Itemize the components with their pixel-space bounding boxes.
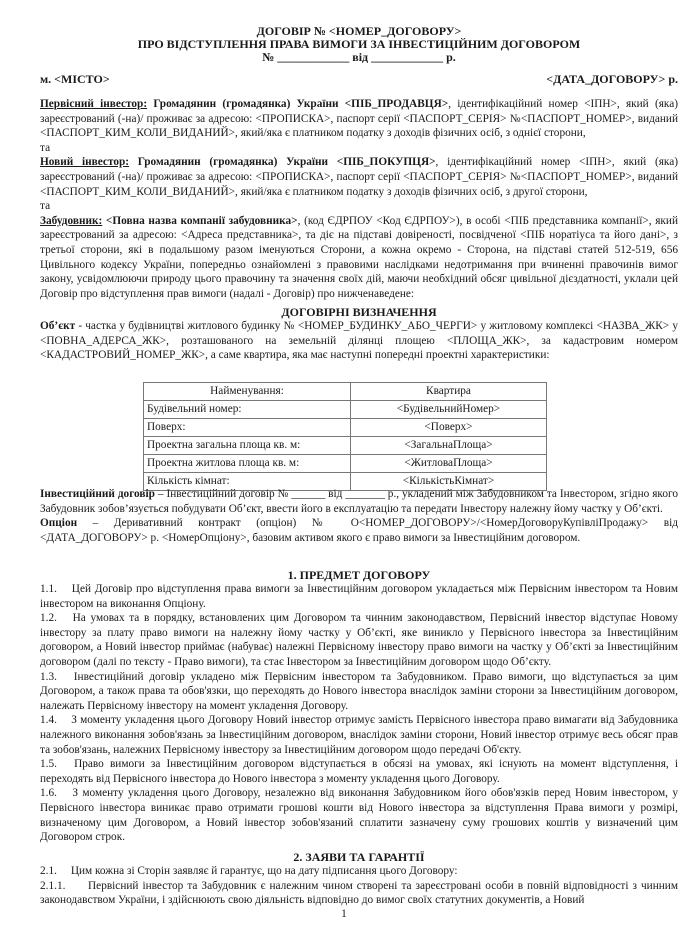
definition-investment-contract: [40, 487, 678, 545]
clause-number: 1.1.: [40, 583, 57, 595]
clause-text: Цим кожна зі Сторін заявляє й гарантує, що на дату підписання цього Договору:: [70, 865, 458, 877]
table-cell-value: <БудівельнийНомер>: [351, 401, 547, 419]
term-investment-contract: Інвестиційний договір: [40, 488, 155, 500]
clause-text: Первісний інвестор та Забудовник є належним чином створені та зареєстровані особи в повній відповідності з чинним законодавством України, і здійснюють свою діяльність відповідно до вимог своїх статутних документів, а Новий: [40, 879, 678, 907]
clause-number: 2.1.: [40, 865, 57, 877]
party-developer: [40, 214, 678, 302]
table-cell-label: Проектна житлова площа кв. м:: [144, 455, 351, 473]
option-definition: [40, 516, 678, 545]
clause-1-6: [40, 786, 678, 844]
document-title: [40, 25, 678, 64]
clause-text: Цей Договір про відступлення права вимоги за Інвестиційним договором укладається між Первісним інвестором та Новим інвестором на виконання Опціону.: [40, 583, 679, 610]
clause-2-1-1: [40, 879, 678, 908]
party-name: <Повна назва компанії забудовника>: [102, 214, 298, 227]
definitions-heading: ДОГОВІРНІ ВИЗНАЧЕННЯ: [281, 305, 437, 319]
city-date-row: [40, 72, 678, 87]
section-2-heading: 2. ЗАЯВИ ТА ГАРАНТІЇ: [293, 850, 425, 864]
party-details: , ідентифікаційний номер <ІПН>, який (яка) зареєстрований (-на)/ проживає за адресою: <ПРОПИСКА>, паспорт серії <ПАСПОРТ_СЕРІЯ> №<ПАСПОРТ_НОМЕР>, виданий <ПАСПОРТ_КИМ_КОЛИ_ВИДАНИЙ>, який/яка є платником податку з доходів фізичних осіб, з другої сторони,: [40, 156, 679, 198]
table-cell-value: <ЖитловаПлоща>: [351, 455, 547, 473]
city: м. <МІСТО>: [40, 72, 110, 86]
clause-number: 1.3.: [40, 670, 57, 683]
clause-number: 1.5.: [40, 758, 57, 771]
table-header-row: [144, 383, 547, 401]
section-1-clauses: [40, 582, 678, 845]
party-first-investor: [40, 97, 678, 141]
table-cell-value: <ЗагальнаПлоща>: [351, 437, 547, 455]
title-line-1: ДОГОВІР № <НОМЕР_ДОГОВОРУ>: [256, 24, 462, 38]
definition-object: [40, 319, 678, 363]
party-label: Первісний інвестор:: [40, 98, 148, 110]
party-name: Громадянин (громадянка) України <ПІБ_ПОКУПЦЯ>: [129, 156, 436, 169]
section-2-clauses: [40, 864, 678, 908]
table-header-cell: Найменування:: [144, 383, 351, 401]
parties-block: [40, 97, 678, 301]
apartment-specs-table: [143, 382, 547, 491]
party-details: , ідентифікаційний номер <ІПН>, який (яка) зареєстрований (-на)/ проживає за адресою: <ПРОПИСКА>, паспорт серії <ПАСПОРТ_СЕРІЯ> №<ПАСПОРТ_НОМЕР>, виданий <ПАСПОРТ_КИМ_КОЛИ_ВИДАНИЙ>, який/яка є платником податку з доходів фізичних осіб, з однієї сторони,: [40, 98, 678, 140]
table-cell-label: Проектна загальна площа кв. м:: [144, 437, 351, 455]
clause-number: 2.1.1.: [40, 879, 66, 892]
investment-contract-description: – Інвестиційний договір № ______ від _______ р., укладений між Забудовником та Інвестором, згідно якого Забудовник зобов’язується побудувати Об’єкт, ввести його в експлуатацію та передати Інвестору належну йому частку у Об’єкті.: [40, 488, 679, 515]
clause-1-5: [40, 757, 678, 786]
contract-date: <ДАТА_ДОГОВОРУ> р.: [546, 72, 678, 86]
conjunction: та: [40, 141, 51, 154]
page-number: 1: [341, 908, 347, 920]
table-header-cell: Квартира: [351, 383, 547, 401]
clause-number: 1.2.: [40, 612, 57, 625]
clause-text: З моменту укладення цього Договору Новий інвестор отримує замість Первісного інвестора право вимагати від Забудовника належного виконання зобов'язань за Інвестиційним договором, внаслідок заміни сторони, Новий інвестор отримує весь обсяг прав та зобов'язань, належних Первісному інвестору за Інвестиційним договором щодо передачі Об'єкту.: [40, 714, 678, 756]
table-row: [144, 419, 547, 437]
party-label: Забудовник:: [40, 214, 103, 227]
party-label: Новий інвестор:: [40, 156, 130, 169]
table-cell-label: Кількість кімнат:: [144, 473, 351, 491]
clause-1-4: [40, 713, 678, 757]
clause-text: З моменту укладення цього Договору, незалежно від виконання Забудовником його обов'язків перед Новим інвестором, у Первісного інвестора виникає право отримати грошові кошти від Нового інвестора за відступлення Права вимоги у розмірі, визначеному цим Договором, а Новий інвестор зобов'язаний сплатити зазначену суму грошових коштів у визначений цим Договором строк.: [40, 787, 678, 844]
party-name: Громадянин (громадянка) України <ПІБ_ПРОДАВЦЯ>: [147, 98, 449, 110]
option-description: – Деривативний контракт (опціон) № О<НОМЕР_ДОГОВОРУ>/<НомерДоговоруКупівліПродажу> від <ДАТА_ДОГОВОРУ> р. <НомерОпціону>, базовим активом якого є право вимоги за Інвестиційним договором.: [40, 517, 678, 544]
clause-number: 1.4.: [40, 714, 57, 727]
clause-1-2: [40, 611, 678, 669]
term-object: Об’єкт: [40, 320, 76, 332]
term-option: Опціон: [40, 517, 78, 530]
party-new-investor: [40, 155, 678, 199]
conjunction: та: [40, 200, 51, 213]
table-cell-label: Будівельний номер:: [144, 401, 351, 419]
title-line-3: № ____________ від ____________ р.: [262, 50, 456, 64]
clause-text: Право вимоги за Інвестиційним договором відступається в обсязі на умовах, які існують на момент відступлення, і переходять від Первісного інвестора до Нового інвестора з моменту укладення цього Договору.: [40, 758, 678, 785]
clause-1-3: [40, 670, 678, 714]
clause-text: Інвестиційний договір укладено між Первісним інвестором та Забудовником. Право вимоги, що відступається за цим Договором, а також права та обов'язки, що переходять до Нового інвестора внаслідок заміни сторони за Інвестиційним договором, належать Первісному інвестору на момент укладення Договору.: [40, 670, 678, 712]
clause-2-1: [40, 864, 678, 879]
table-cell-value: <КількістьКімнат>: [351, 473, 547, 491]
table-row: [144, 455, 547, 473]
section-1-heading: 1. ПРЕДМЕТ ДОГОВОРУ: [287, 568, 431, 582]
party-details: , (код ЄДРПОУ <Код ЄДРПОУ>), в особі <ПІБ представника компанії>, який зареєстрований за адресою: <Адреса представника>, та діє на підставі довіреності, посвідченої <ПІБ норатіуса та його дані>, з третьої сторони, які в подальшому разом іменуються Сторони, а кожна окремо - Сторона, на підставі статей 512-519, 656 Цивільного кодексу України, попередньо ознайомлені з правовими наслідками недотримання при вчиненні правочинів вимог закону, усвідомлюючи природу цього правочину та значення своїх дій, маючи необхідний обсяг цивільної дієздатності, уклали цей Договір про відступлення прав вимоги (надалі - Договір) про нижченаведене:: [40, 214, 678, 300]
title-line-2: ПРО ВІДСТУПЛЕННЯ ПРАВА ВИМОГИ ЗА ІНВЕСТИЦІЙНИМ ДОГОВОРОМ: [137, 37, 581, 51]
object-description: - частка у будівництві житлового будинку № <НОМЕР_БУДИНКУ_АБО_ЧЕРГИ> у житловому комплексі <НАЗВА_ЖК> у <ПОВНА_АДЕРСА_ЖК>, розташованого на земельній ділянці площею <ПЛОЩА_ЖК>, за кадастровим номером <КАДАСТРОВИЙ_НОМЕР_ЖК>, а саме квартира, яка має наступні попередні проектні характеристики:: [40, 320, 678, 362]
clause-number: 1.6.: [40, 787, 57, 800]
table-cell-value: <Поверх>: [351, 419, 547, 437]
table-row: [144, 401, 547, 419]
investment-contract-definition: [40, 487, 678, 516]
table-row: [144, 437, 547, 455]
clause-1-1: [40, 582, 678, 611]
clause-text: На умовах та в порядку, встановлених цим Договором та чинним законодавством, Первісний інвестор відступає Новому інвестору за плату право вимоги на належну йому частку у Об’єкті, яке виникло у Первісного інвестора за Інвестиційним договором, а Новий інвестор приймає (набуває) належні Первісному інвестору право вимоги на частку у Об’єкті за Інвестиційним договором (далі по тексту - Право вимоги), та стає Інвестором за Інвестиційним договором щодо Об’єкту.: [40, 612, 678, 668]
table-cell-label: Поверх:: [144, 419, 351, 437]
